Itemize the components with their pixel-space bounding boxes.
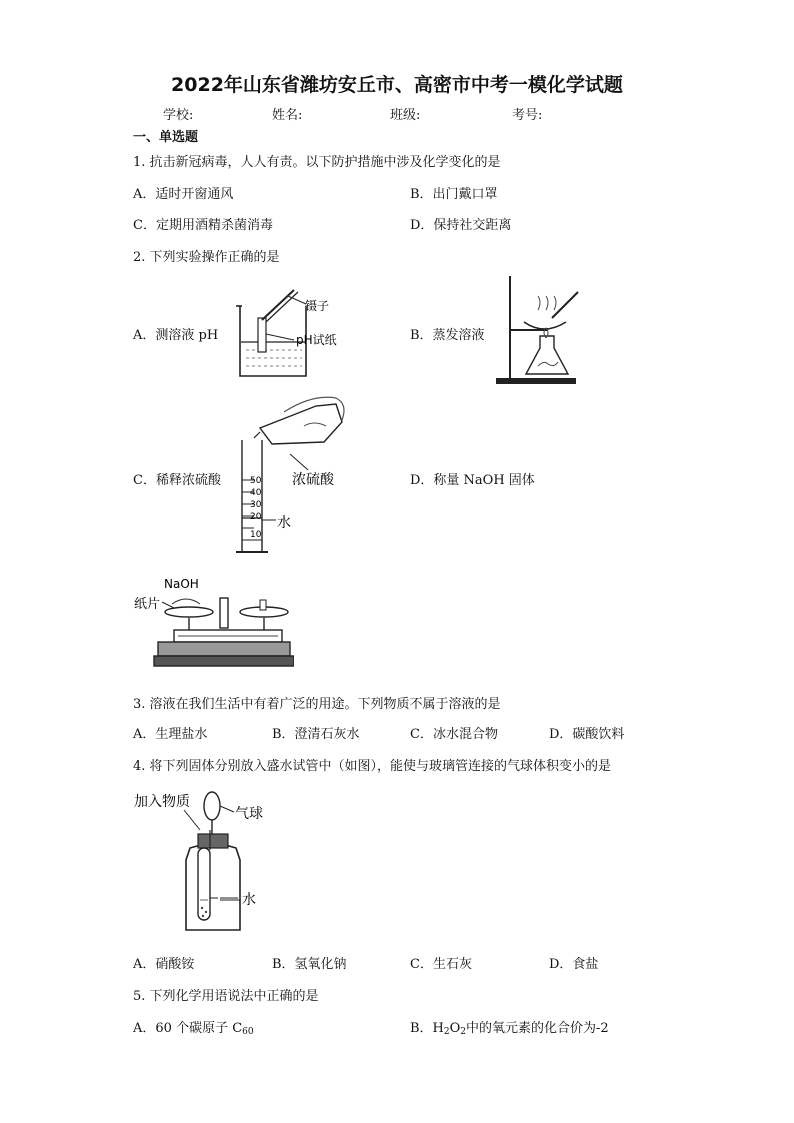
q5-option-b-pre: B．H [410, 1021, 444, 1036]
section-title: 一、单选题 [133, 130, 199, 145]
q2-option-c: C．稀释浓硫酸 [133, 473, 221, 488]
balloon-bottle-figure [134, 790, 284, 940]
naoh-label: NaOH [164, 577, 199, 591]
water-label-q4: 水 [242, 892, 256, 908]
school-field-label: 学校: [163, 108, 194, 123]
q1-option-c: C．定期用酒精杀菌消毒 [133, 218, 273, 233]
cylinder-tick-20: 20 [250, 512, 262, 522]
acid-label: 浓硫酸 [292, 472, 334, 488]
q2-option-d: D．称量 NaOH 固体 [410, 473, 535, 488]
dilute-acid-figure [232, 390, 372, 556]
q5-option-b-sub2: 2 [460, 1027, 467, 1037]
exam-number-field-label: 考号: [512, 108, 543, 123]
page-title: 2022年山东省潍坊安丘市、高密市中考一模化学试题 [171, 74, 623, 96]
question-1-stem: 1. 抗击新冠病毒，人人有责。以下防护措施中涉及化学变化的是 [133, 155, 501, 170]
q5-option-b-sub1: 2 [443, 1027, 450, 1037]
q4-option-c: C．生石灰 [410, 957, 472, 972]
balance-figure [134, 574, 294, 674]
name-field-label: 姓名: [272, 108, 303, 123]
cylinder-tick-50: 50 [250, 476, 262, 486]
q3-option-c: C．冰水混合物 [410, 727, 498, 742]
cylinder-tick-40: 40 [250, 488, 262, 498]
q5-option-a-subscript: 60 [242, 1027, 254, 1037]
q2-option-b: B．蒸发溶液 [410, 328, 485, 343]
balloon-label: 气球 [235, 806, 263, 822]
class-field-label: 班级: [390, 108, 421, 123]
evaporation-figure [494, 270, 604, 388]
q1-option-a: A．适时开窗通风 [133, 187, 234, 202]
question-4-stem: 4. 将下列固体分别放入盛水试管中（如图），能使与玻璃管连接的气球体积变小的是 [133, 759, 612, 774]
q5-option-b [410, 1017, 609, 1037]
q4-option-a: A．硝酸铵 [133, 957, 195, 972]
q3-option-a: A．生理盐水 [133, 727, 208, 742]
paper-label: 纸片 [134, 597, 161, 612]
q2-option-a: A．测溶液 pH [133, 328, 219, 343]
ph-paper-label: pH试纸 [296, 333, 337, 347]
cylinder-tick-30: 30 [250, 500, 262, 510]
q3-option-d: D．碳酸饮料 [549, 727, 625, 742]
water-label: 水 [277, 515, 291, 531]
q4-option-d: D．食盐 [549, 957, 599, 972]
q5-option-b-post: 中的氧元素的化合价为-2 [466, 1021, 609, 1036]
add-substance-label: 加入物质 [134, 794, 190, 810]
tweezers-label: 镊子 [305, 299, 330, 313]
q5-option-a [133, 1017, 254, 1037]
q1-option-b: B．出门戴口罩 [410, 187, 498, 202]
question-3-stem: 3. 溶液在我们生活中有着广泛的用途。下列物质不属于溶液的是 [133, 697, 501, 712]
q1-option-d: D．保持社交距离 [410, 218, 512, 233]
ph-test-figure [232, 282, 350, 382]
q5-option-b-mid: O [449, 1021, 461, 1036]
question-2-stem: 2. 下列实验操作正确的是 [133, 250, 280, 265]
q5-option-a-text: A．60 个碳原子 C [133, 1021, 243, 1036]
q4-option-b: B．氢氧化钠 [272, 957, 347, 972]
question-5-stem: 5. 下列化学用语说法中正确的是 [133, 989, 319, 1004]
cylinder-tick-10: 10 [250, 530, 262, 540]
q3-option-b: B．澄清石灰水 [272, 727, 360, 742]
